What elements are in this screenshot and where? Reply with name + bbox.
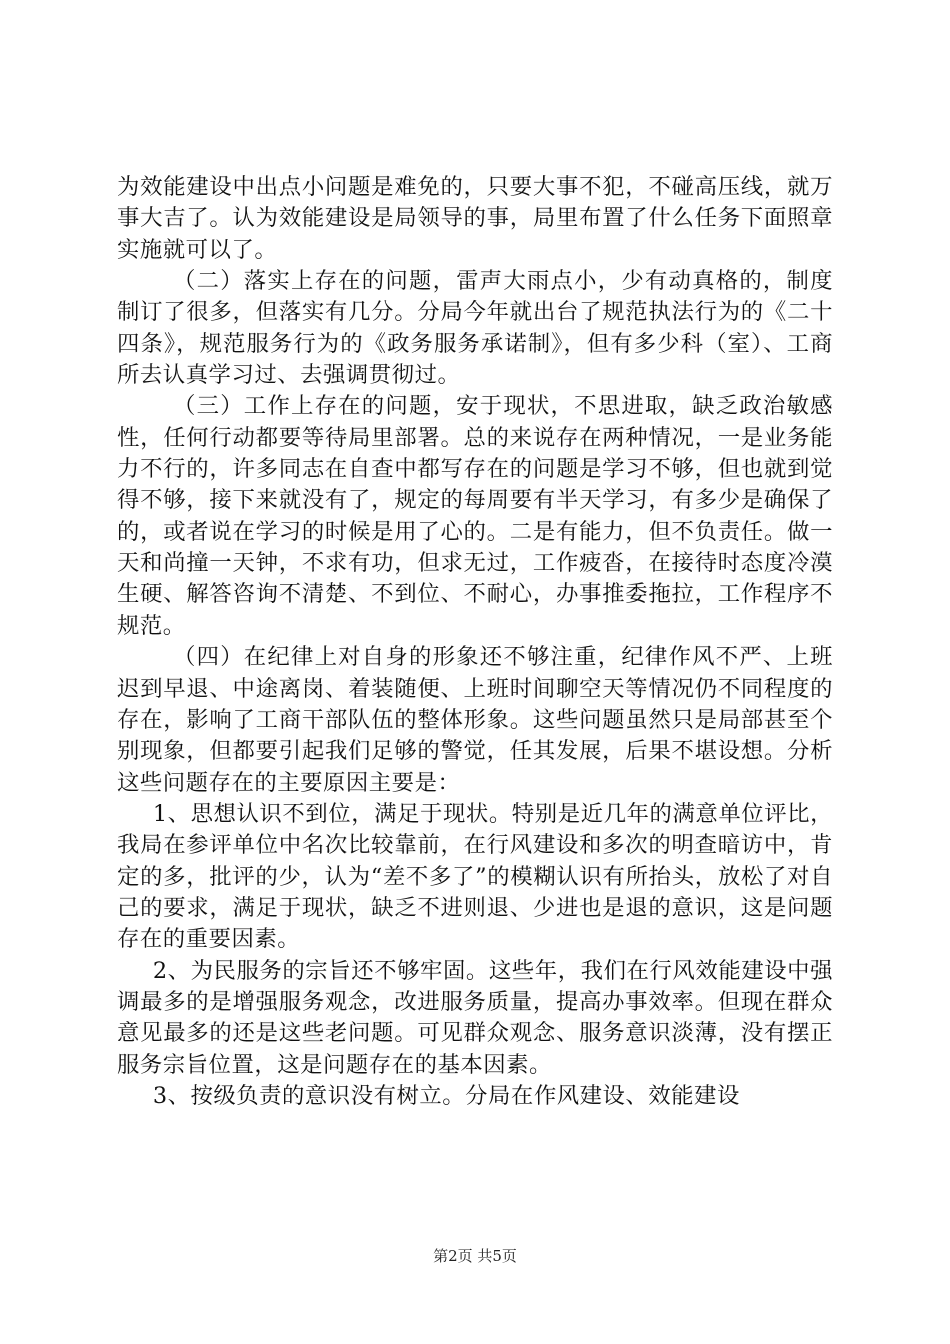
paragraph-reason-3: 3、按级负责的意识没有树立。分局在作风建设、效能建设: [152, 1082, 740, 1109]
page-footer: [0, 1246, 950, 1266]
paragraph-section-2: （二）落实上存在的问题，雷声大雨点小，少有动真格的，制度制订了很多，但落实有几分。分局今年就出台了规范执法行为的《二十四条》，规范服务行为的《政务服务承诺制》，但有多少科（室）、工商所去认真学习过、去强调贯彻过。: [117, 268, 833, 389]
page-number-label: 第2页 共5页: [433, 1247, 517, 1265]
paragraph-reason-2: 2、为民服务的宗旨还不够牢固。这些年，我们在行风效能建设中强调最多的是增强服务观念，改进服务质量，提高办事效率。但现在群众意见最多的还是这些老问题。可见群众观念、服务意识淡薄，没有摆正服务宗旨位置，这是问题存在的基本因素。: [117, 957, 833, 1078]
paragraph-section-4: （四）在纪律上对自身的形象还不够注重，纪律作风不严、上班迟到早退、中途离岗、着装随便、上班时间聊空天等情况仍不同程度的存在，影响了工商干部队伍的整体形象。这些问题虽然只是局部甚至个别现象，但都要引起我们足够的警觉，任其发展，后果不堪设想。分析这些问题存在的主要原因主要是：: [117, 644, 833, 796]
paragraph-continuation: 为效能建设中出点小问题是难免的，只要大事不犯，不碰高压线，就万事大吉了。认为效能建设是局领导的事，局里布置了什么任务下面照章实施就可以了。: [117, 174, 833, 263]
paragraph-reason-1: 1、思想认识不到位，满足于现状。特别是近几年的满意单位评比，我局在参评单位中名次比较靠前，在行风建设和多次的明查暗访中，肯定的多，批评的少，认为“差不多了”的模糊认识有所抬头，放松了对自己的要求，满足于现状，缺乏不进则退、少进也是退的意识，这是问题存在的重要因素。: [117, 800, 833, 953]
paragraph-section-3: （三）工作上存在的问题，安于现状，不思进取，缺乏政治敏感性，任何行动都要等待局里部署。总的来说存在两种情况，一是业务能力不行的，许多同志在自查中都写存在的问题是学习不够，但也就到觉得不够，接下来就没有了，规定的每周要有半天学习，有多少是确保了的，或者说在学习的时候是用了心的。二是有能力，但不负责任。做一天和尚撞一天钟，不求有功，但求无过，工作疲沓，在接待时态度冷漠生硬、解答咨询不清楚、不到位、不耐心，办事推委拖拉，工作程序不规范。: [117, 393, 833, 639]
document-body: [117, 172, 833, 1112]
